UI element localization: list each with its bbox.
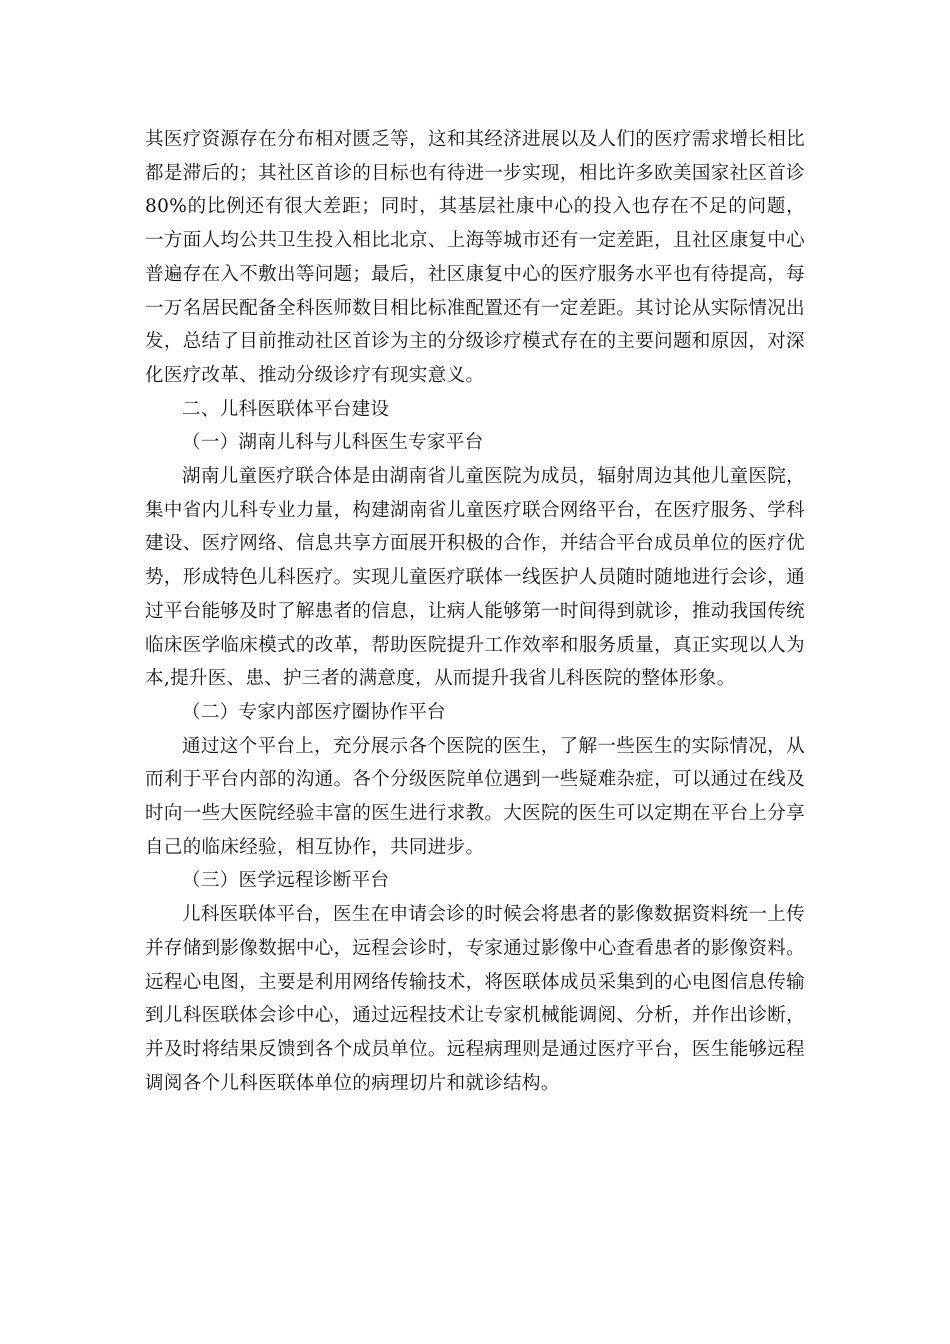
document-body bbox=[145, 123, 805, 1100]
subsection-heading: （一）湖南儿科与儿科医生专家平台 bbox=[182, 432, 484, 454]
paragraph-continued: 其医疗资源存在分布相对匮乏等，这和其经济进展以及人们的医疗需求增长相比都是滞后的；其社区首诊的目标也有待进一步实现，相比许多欧美国家社区首诊80%的比例还有很大差距；同时，其基层社康中心的投入也存在不足的问题，一方面人均公共卫生投入相比北京、上海等城市还有一定差距，且社区康复中心普遍存在入不敷出等问题；最后，社区康复中心的医疗服务水平也有待提高，每一万名居民配备全科医师数目相比标准配置还有一定差距。其讨论从实际情况出发，总结了目前推动社区首诊为主的分级诊疗模式存在的主要问题和原因，对深化医疗改革、推动分级诊疗有现实意义。 bbox=[145, 129, 805, 386]
section-heading: 二、儿科医联体平台建设 bbox=[182, 398, 390, 420]
paragraph: 儿科医联体平台，医生在申请会诊的时候会将患者的影像数据资料统一上传并存储到影像数据中心，远程会诊时，专家通过影像中心查看患者的影像资料。远程心电图，主要是利用网络传输技术，将医联体成员采集到的心电图信息传输到儿科医联体会诊中心，通过远程技术让专家机械能调阅、分析，并作出诊断，并及时将结果反馈到各个成员单位。远程病理则是通过医疗平台，医生能够远程调阅各个儿科医联体单位的病理切片和就诊结构。 bbox=[145, 904, 805, 1094]
paragraph: 通过这个平台上，充分展示各个医院的医生，了解一些医生的实际情况，从而利于平台内部的沟通。各个分级医院单位遇到一些疑难杂症，可以通过在线及时向一些大医院经验丰富的医生进行求教。大医院的医生可以定期在平台上分享自己的临床经验，相互协作，共同进步。 bbox=[145, 735, 805, 858]
subsection-heading: （二）专家内部医疗圈协作平台 bbox=[182, 701, 446, 723]
paragraph: 湖南儿童医疗联合体是由湖南省儿童医院为成员，辐射周边其他儿童医院，集中省内儿科专业力量，构建湖南省儿童医疗联合网络平台，在医疗服务、学科建设、医疗网络、信息共享方面展开积极的合作，并结合平台成员单位的医疗优势，形成特色儿科医疗。实现儿童医疗联体一线医护人员随时随地进行会诊，通过平台能够及时了解患者的信息，让病人能够第一时间得到就诊，推动我国传统临床医学临床模式的改革，帮助医院提升工作效率和服务质量，真正实现以人为本,提升医、患、护三者的满意度，从而提升我省儿科医院的整体形象。 bbox=[145, 466, 805, 690]
subsection-heading: （三）医学远程诊断平台 bbox=[182, 870, 390, 892]
